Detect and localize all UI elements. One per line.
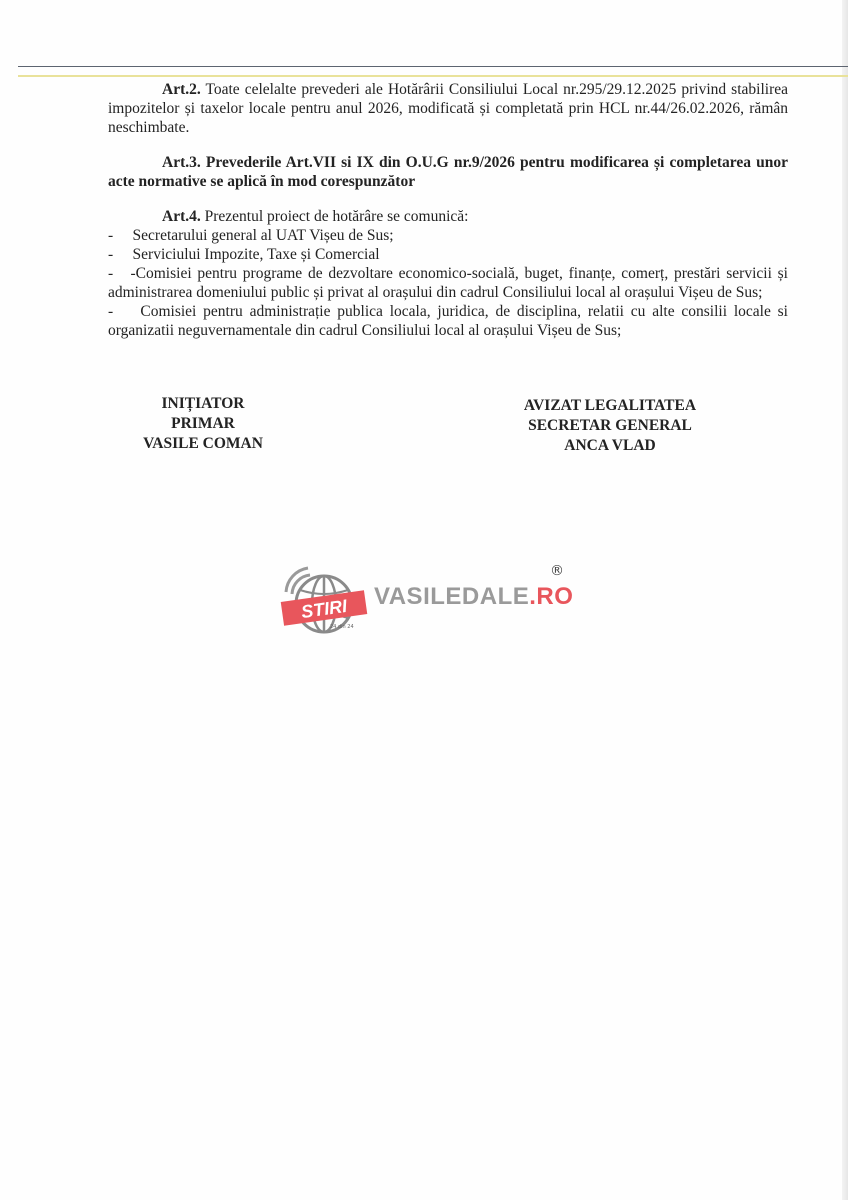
- scan-edge: [842, 0, 848, 1200]
- list-item: - Serviciului Impozite, Taxe și Comercial: [108, 246, 380, 263]
- signature-legality-role: AVIZAT LEGALITATEA: [523, 397, 697, 414]
- article-4-intro: [108, 207, 788, 226]
- article-4-label: Art.4.: [162, 208, 201, 225]
- list-item: - Secretarului general al UAT Vișeu de Sus;: [108, 227, 394, 244]
- signature-initiator-role: INIȚIATOR: [161, 395, 245, 412]
- site-name: [374, 583, 574, 610]
- article-2-text: Toate celelalte prevederi ale Hotărârii Consiliului Local nr.295/29.12.2025 privind stabilirea impozitelor și taxelor locale pentru anul 2026, modificată și completată prin HCL nr.44/26.02.2026, rămân neschimbate.: [108, 81, 788, 136]
- registered-mark: ®: [550, 563, 564, 579]
- signature-initiator: [118, 394, 288, 454]
- badge-subtext: 24 din 24: [330, 624, 354, 630]
- article-2-label: Art.2.: [162, 81, 201, 98]
- list-item: - -Comisiei pentru programe de dezvoltare economico-socială, buget, finanțe, comerț, prestări servicii și administrarea domeniului public și privat al orașului din cadrul Consiliului local al orașului Vișeu de Sus;: [108, 265, 792, 301]
- badge-text: STIRI: [299, 595, 349, 623]
- signature-initiator-title: PRIMAR: [171, 415, 235, 432]
- signature-legality-title: SECRETAR GENERAL: [528, 417, 692, 434]
- site-name-main: VASILEDALE: [374, 583, 530, 610]
- list-item: - Comisiei pentru administrație publica locala, juridica, de disciplina, relatii cu alte consilii locale si organizatii neguvernamentale din cadrul Consiliului local al orașului Vișeu de Sus;: [108, 303, 792, 339]
- watermark-logo: [278, 562, 578, 642]
- site-name-tld: .RO: [529, 583, 574, 610]
- article-2: [108, 80, 788, 137]
- globe-icon: [278, 562, 374, 642]
- article-3: Art.3. Prevederile Art.VII si IX din O.U.G nr.9/2026 pentru modificarea și completarea unor acte normative se aplică în mod corespunzător: [108, 154, 788, 190]
- header-rule: [18, 66, 848, 67]
- signature-legality-name: ANCA VLAD: [564, 437, 656, 454]
- signature-initiator-name: VASILE COMAN: [143, 435, 263, 452]
- header-rule-highlight: [18, 75, 848, 77]
- signature-legality: [490, 396, 730, 456]
- document-body: [108, 80, 792, 340]
- article-4-intro-text: Prezentul proiect de hotărâre se comunică:: [200, 208, 469, 225]
